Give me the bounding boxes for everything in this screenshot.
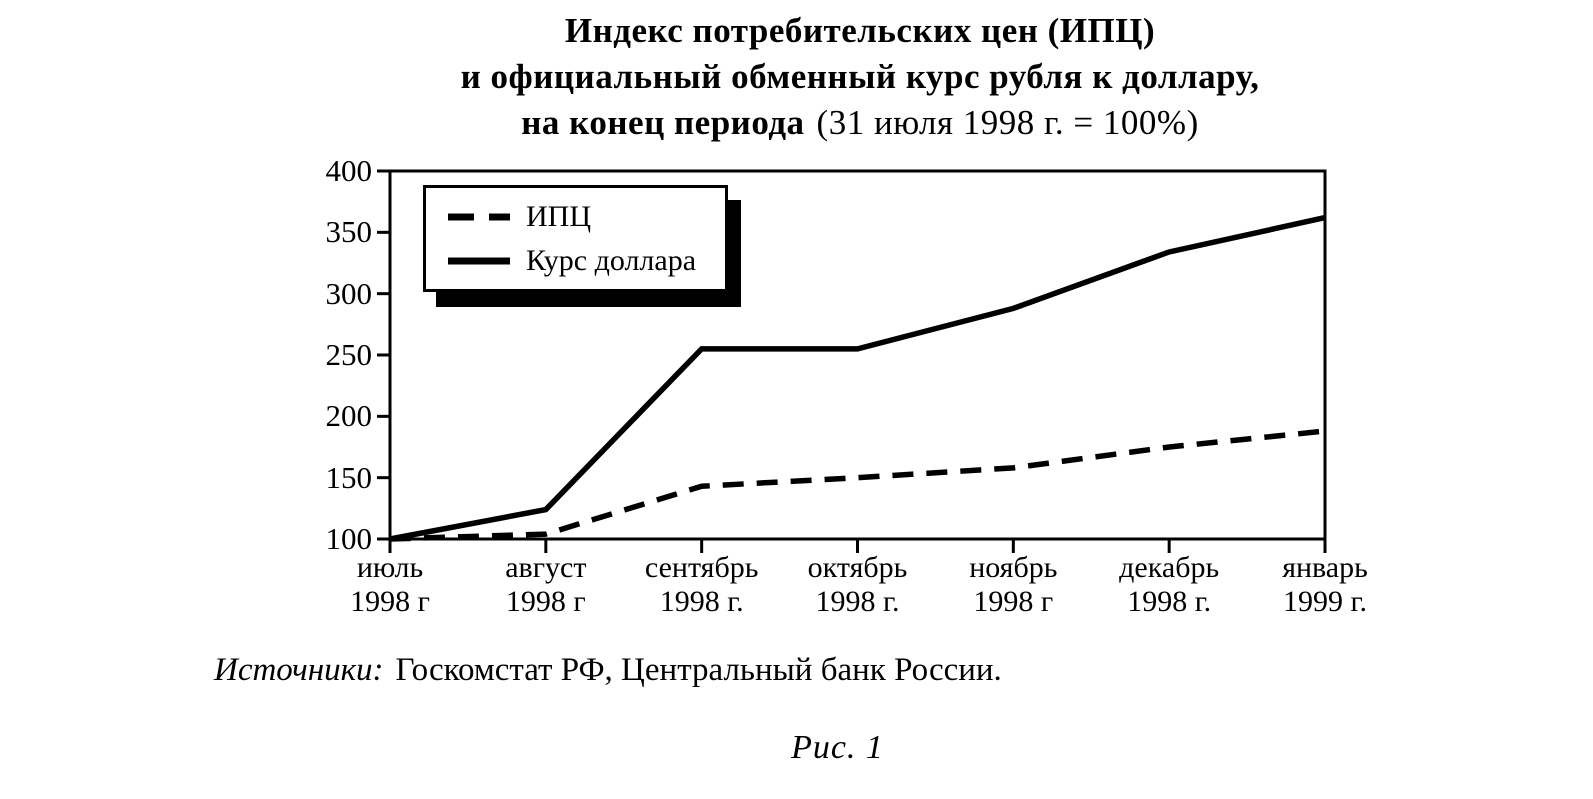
x-tick-label-5-year: 1998 г.	[1127, 585, 1212, 618]
y-tick-label-300: 300	[325, 275, 372, 311]
x-tick-label-6-year: 1999 г.	[1283, 585, 1367, 618]
y-tick-label-250: 250	[325, 337, 372, 372]
source-note	[214, 652, 1002, 689]
solid-line-swatch	[446, 255, 510, 267]
x-tick-label-0-month: июль	[356, 551, 424, 584]
legend-box	[423, 185, 728, 292]
legend-label-dollar-rate: Курс доллара	[526, 243, 697, 277]
chart-title-line-1: Индекс потребительских цен (ИПЦ)	[564, 11, 1156, 50]
x-tick-label-6-month: январь	[1282, 551, 1368, 584]
figure-caption: Рис. 1	[791, 729, 884, 766]
legend-item-cpi	[446, 201, 725, 233]
x-tick-label-2-year: 1998 г.	[659, 585, 744, 618]
x-tick-label-3-month: октябрь	[807, 551, 908, 584]
x-tick-label-3-year: 1998 г.	[815, 585, 900, 618]
x-tick-label-4-year: 1998 г	[973, 585, 1054, 618]
y-tick-label-150: 150	[325, 459, 372, 495]
legend	[423, 185, 728, 292]
source-label: Источники:	[214, 652, 384, 688]
x-tick-label-1-year: 1998 г	[505, 585, 586, 618]
chart-title-line-3-bold: на конец периода	[521, 103, 805, 142]
chart-title-line-2: и официальный обменный курс рубля к доллару,	[460, 57, 1260, 96]
x-tick-label-0-year: 1998 г	[350, 585, 430, 618]
cpi-line	[390, 431, 1325, 539]
x-tick-label-5-month: декабрь	[1119, 551, 1220, 584]
y-tick-label-100: 100	[325, 521, 372, 556]
legend-item-dollar-rate	[446, 245, 725, 277]
source-text: Госкомстат РФ, Центральный банк России.	[395, 652, 1002, 688]
legend-label-cpi: ИПЦ	[526, 199, 591, 233]
chart-title-line-3-regular: (31 июля 1998 г. = 100%)	[816, 103, 1199, 142]
y-tick-label-350: 350	[325, 214, 372, 250]
y-tick-label-200: 200	[325, 398, 372, 434]
x-tick-label-6	[1215, 551, 1435, 619]
x-tick-label-4-month: ноябрь	[969, 551, 1058, 584]
x-tick-label-1-month: август	[505, 551, 587, 584]
y-tick-label-400: 400	[325, 153, 372, 188]
dashed-line-swatch	[446, 211, 510, 223]
x-tick-label-2-month: сентябрь	[644, 551, 759, 584]
